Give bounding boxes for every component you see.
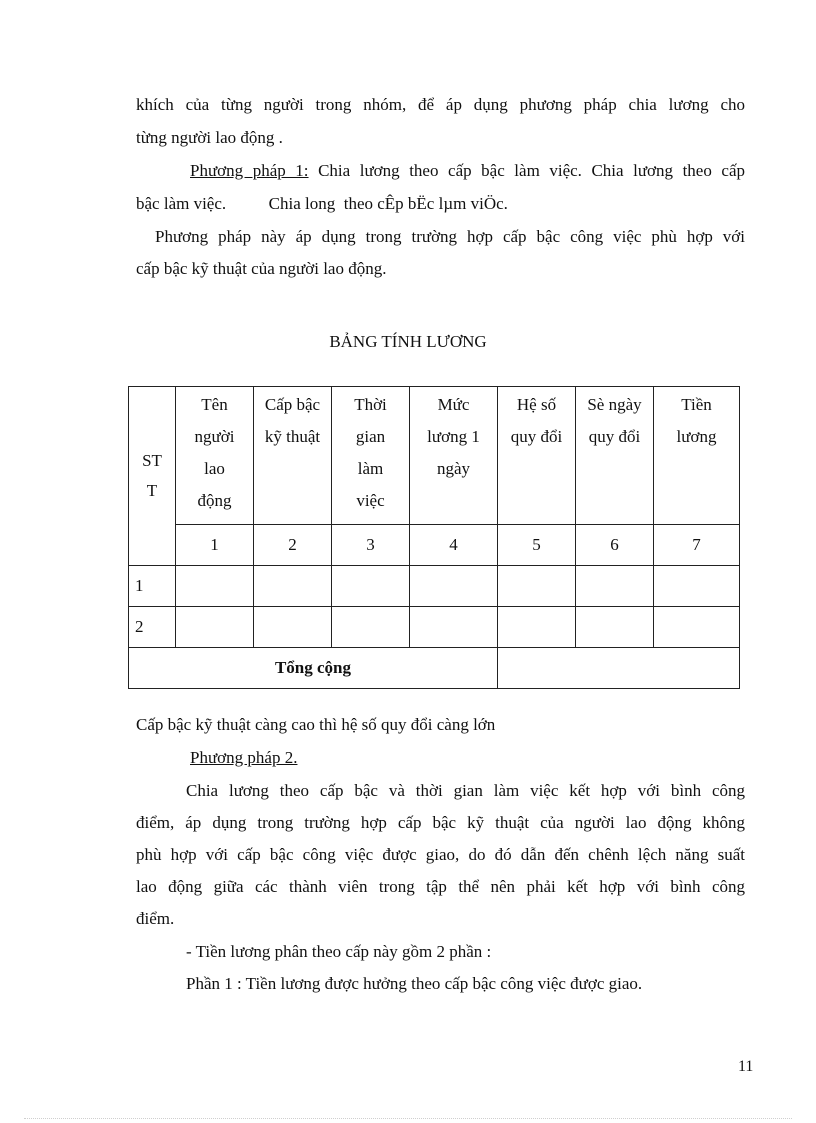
paragraph-line: Phương pháp này áp dụng trong trường hợp cấp bậc công việc phù hợp với xyxy=(155,227,745,246)
column-number: 1 xyxy=(176,525,254,566)
header-text: động xyxy=(197,491,232,510)
table-cell xyxy=(576,607,654,648)
header-converted-days xyxy=(576,387,654,525)
header-text: kỹ thuật xyxy=(264,427,321,446)
footer-divider xyxy=(24,1118,792,1119)
header-text: Mức xyxy=(437,395,470,414)
total-value-cell xyxy=(498,648,740,689)
table-cell xyxy=(498,607,576,648)
header-text: quy đổi xyxy=(588,427,641,446)
paragraph-line: Chia lương theo cấp bậc và thời gian làm việc kết hợp với bình công xyxy=(186,781,745,800)
header-text: ST xyxy=(142,451,162,470)
table-cell xyxy=(254,566,332,607)
paragraph-line: từng người lao động . xyxy=(136,128,283,147)
table-row xyxy=(129,607,740,648)
header-text: Hệ số xyxy=(516,395,557,414)
paragraph-line: Cấp bậc kỹ thuật càng cao thì hệ số quy đổi càng lớn xyxy=(136,715,496,734)
table-cell xyxy=(654,607,740,648)
header-text: T xyxy=(146,481,158,500)
header-text: Tên xyxy=(201,395,228,414)
paragraph-line: khích của từng người trong nhóm, để áp dụng phương pháp chia lương cho xyxy=(136,95,745,114)
column-number: 4 xyxy=(410,525,498,566)
header-worker-name xyxy=(176,387,254,525)
paragraph-line: bậc làm việc. Chia long theo cÊp bËc lµm viÖc. xyxy=(136,194,508,213)
column-number: 2 xyxy=(254,525,332,566)
method-2-heading: Phương pháp 2. xyxy=(190,748,298,767)
paragraph-line: lao động giữa các thành viên trong tập thể nên phải kết hợp với bình công xyxy=(136,877,745,896)
total-row xyxy=(129,648,740,689)
header-daily-wage xyxy=(410,387,498,525)
header-conversion-factor xyxy=(498,387,576,525)
header-text: người xyxy=(194,427,235,446)
header-working-time xyxy=(332,387,410,525)
table-cell xyxy=(332,566,410,607)
paragraph-line: Phần 1 : Tiền lương được hưởng theo cấp bậc công việc được giao. xyxy=(186,974,643,993)
table-cell xyxy=(410,566,498,607)
header-text: lao xyxy=(204,459,225,478)
table-title: BẢNG TÍNH LƯƠNG xyxy=(329,332,487,351)
page-number: 11 xyxy=(738,1058,754,1075)
header-salary xyxy=(654,387,740,525)
header-text: quy đổi xyxy=(510,427,563,446)
salary-table xyxy=(128,386,740,689)
row-number: 2 xyxy=(129,607,176,648)
header-text: Sè ngày xyxy=(587,395,642,414)
table-row xyxy=(129,566,740,607)
paragraph-line: điểm, áp dụng trong trường hợp cấp bậc kỹ thuật của người lao động không xyxy=(136,813,745,832)
table-cell xyxy=(410,607,498,648)
header-text: lương 1 xyxy=(427,427,480,446)
table-cell xyxy=(254,607,332,648)
paragraph-line: phù hợp với cấp bậc công việc được giao, do đó dẫn đến chênh lệch năng suất xyxy=(136,845,745,864)
header-text: Tiền xyxy=(681,395,712,414)
method-1-text: Chia lương theo cấp bậc làm việc. Chia lương theo cấp xyxy=(308,161,745,180)
table-cell xyxy=(654,566,740,607)
header-text: ngày xyxy=(436,459,471,478)
table-cell xyxy=(176,607,254,648)
header-text: lương xyxy=(676,427,717,446)
table-cell xyxy=(576,566,654,607)
header-text: việc xyxy=(356,491,385,510)
column-number: 6 xyxy=(576,525,654,566)
header-text: gian xyxy=(355,427,386,446)
method-1-line xyxy=(190,160,745,182)
row-number: 1 xyxy=(129,566,176,607)
paragraph-line: điểm. xyxy=(136,909,175,928)
column-number: 5 xyxy=(498,525,576,566)
paragraph-line: cấp bậc kỹ thuật của người lao động. xyxy=(136,259,387,278)
header-text: Thời xyxy=(354,395,387,414)
table-cell xyxy=(498,566,576,607)
column-number: 7 xyxy=(654,525,740,566)
table-cell xyxy=(332,607,410,648)
header-text: làm xyxy=(357,459,384,478)
header-skill-grade xyxy=(254,387,332,525)
bullet-line: - Tiền lương phân theo cấp này gồm 2 phần : xyxy=(186,942,492,961)
header-text: Cấp bậc xyxy=(264,395,321,414)
column-number: 3 xyxy=(332,525,410,566)
method-1-heading: Phương pháp 1: xyxy=(190,161,309,180)
header-stt xyxy=(129,387,176,566)
column-number-row xyxy=(129,525,740,566)
total-label: Tổng cộng xyxy=(129,648,498,689)
table-cell xyxy=(176,566,254,607)
table-header-row xyxy=(129,387,740,525)
